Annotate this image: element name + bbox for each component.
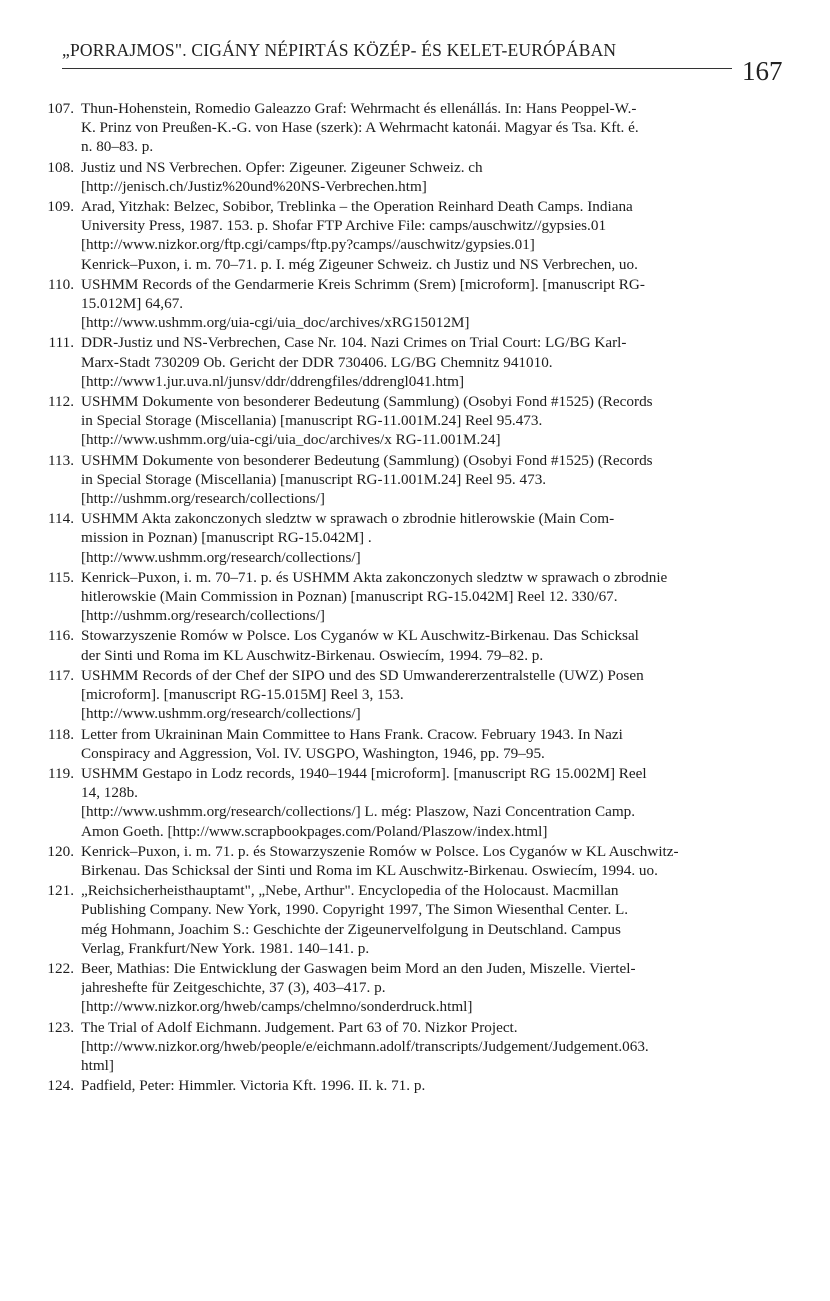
endnote-item: [26, 842, 800, 880]
endnote-line: in Special Storage (Miscellania) [manuscript RG-11.001M.24] Reel 95. 473.: [81, 470, 547, 488]
endnote-line: [http://www.nizkor.org/hweb/people/e/eichmann.adolf/transcripts/Judgement/Judgement.063.: [81, 1037, 649, 1055]
endnote-line: jahreshefte für Zeitgeschichte, 37 (3), 403–417. p.: [81, 979, 386, 997]
endnote-item: [26, 1076, 800, 1095]
endnote-text: [74, 1076, 800, 1095]
endnote-line: Amon Goeth. [http://www.scrapbookpages.com/Poland/Plaszow/index.html]: [81, 822, 548, 840]
endnote-text: [74, 333, 800, 391]
endnote-number: 118.: [47, 725, 74, 743]
endnote-text: [74, 392, 800, 450]
endnote-item: [26, 959, 800, 1017]
endnote-line: „Reichsicherheisthauptamt", „Nebe, Arthur". Encyclopedia of the Holocaust. Macmillan: [81, 882, 619, 900]
endnote-line: Kenrick–Puxon, i. m. 70–71. p. és USHMM Akta zakonczonych sledztw w sprawach o zbrodnie: [81, 568, 668, 586]
endnote-item: [26, 509, 800, 567]
endnote-line: [http://www.ushmm.org/research/collections/] L. még: Plaszow, Nazi Concentration Camp.: [81, 803, 636, 821]
endnote-number: 120.: [47, 842, 74, 860]
endnote-text: [74, 158, 800, 196]
endnote-number: 117.: [47, 666, 74, 684]
endnote-number: 119.: [47, 764, 74, 782]
endnote-text: [74, 1018, 800, 1076]
page-number: 167: [742, 56, 783, 86]
endnote-line: USHMM Dokumente von besonderer Bedeutung (Sammlung) (Osobyi Fond #1525) (Records: [81, 393, 653, 411]
endnote-line: [http://ushmm.org/research/collections/]: [81, 490, 325, 508]
endnote-line: Justiz und NS Verbrechen. Opfer: Zigeuner. Zigeuner Schweiz. ch: [81, 158, 483, 176]
endnote-line: USHMM Gestapo in Lodz records, 1940–1944 [microform]. [manuscript RG 15.002M] Reel: [81, 764, 647, 782]
endnote-text: [74, 725, 800, 763]
endnote-line: Publishing Company. New York, 1990. Copyright 1997, The Simon Wiesenthal Center. L.: [81, 901, 629, 919]
endnote-text: [74, 509, 800, 567]
endnote-line: 15.012M] 64,67.: [81, 295, 184, 313]
endnote-item: [26, 568, 800, 626]
endnote-item: [26, 451, 800, 509]
endnote-line: [http://ushmm.org/research/collections/]: [81, 607, 325, 625]
endnote-line: [http://www.ushmm.org/research/collections/]: [81, 705, 361, 723]
endnote-line: Kenrick–Puxon, i. m. 70–71. p. I. még Zigeuner Schweiz. ch Justiz und NS Verbrechen, uo.: [81, 255, 638, 273]
endnote-line: Stowarzyszenie Romów w Polsce. Los Cyganów w KL Auschwitz-Birkenau. Das Schicksal: [81, 627, 639, 645]
endnote-item: [26, 158, 800, 196]
endnote-line: The Trial of Adolf Eichmann. Judgement. Part 63 of 70. Nizkor Project.: [81, 1018, 518, 1036]
endnote-line: Verlag, Frankfurt/New York. 1981. 140–141. p.: [81, 939, 370, 957]
endnote-text: [74, 275, 800, 333]
endnote-line: in Special Storage (Miscellania) [manuscript RG-11.001M.24] Reel 95.473.: [81, 412, 543, 430]
endnote-item: [26, 725, 800, 763]
endnote-item: [26, 392, 800, 450]
endnote-line: [microform]. [manuscript RG-15.015M] Reel 3, 153.: [81, 686, 404, 704]
endnote-item: [26, 666, 800, 724]
endnote-line: Kenrick–Puxon, i. m. 71. p. és Stowarzyszenie Romów w Polsce. Los Cyganów w KL Auschwitz-: [81, 842, 679, 860]
endnote-line: [http://www.ushmm.org/uia-cgi/uia_doc/archives/x RG-11.001M.24]: [81, 431, 501, 449]
header-rule: [62, 68, 732, 69]
endnote-text: [74, 842, 800, 880]
endnote-item: [26, 1018, 800, 1076]
running-title: „PORRAJMOS". CIGÁNY NÉPIRTÁS KÖZÉP- ÉS KELET-EURÓPÁBAN: [62, 40, 617, 60]
endnote-text: [74, 959, 800, 1017]
endnote-line: hitlerowskie (Main Commission in Poznan) [manuscript RG-15.042M] Reel 12. 330/67.: [81, 588, 618, 606]
endnote-number: 124.: [47, 1077, 74, 1095]
endnote-text: [74, 881, 800, 958]
endnote-line: mission in Poznan) [manuscript RG-15.042M] .: [81, 529, 372, 547]
endnote-text: [74, 451, 800, 509]
endnote-line: Arad, Yitzhak: Belzec, Sobibor, Treblinka – the Operation Reinhard Death Camps. Indiana: [81, 198, 633, 216]
endnote-number: 112.: [47, 393, 74, 411]
endnote-line: Birkenau. Das Schicksal der Sinti und Roma im KL Auschwitz-Birkenau. Oswiecím, 1994. uo.: [81, 861, 658, 879]
endnote-number: 107.: [47, 100, 74, 117]
endnote-item: [26, 333, 800, 391]
endnote-number: 121.: [47, 882, 74, 900]
endnote-line: K. Prinz von Preußen-K.-G. von Hase (szerk): A Wehrmacht katonái. Magyar és Tsa. Kft. é.: [81, 119, 639, 137]
endnote-number: 122.: [47, 959, 74, 977]
endnote-text: [74, 764, 800, 841]
endnote-number: 123.: [47, 1018, 74, 1036]
endnote-line: [http://www.nizkor.org/hweb/camps/chelmno/sonderdruck.html]: [81, 998, 473, 1016]
endnote-text: [74, 568, 800, 626]
endnote-text: [74, 666, 800, 724]
endnote-number: 114.: [47, 510, 74, 528]
endnote-line: Thun-Hohenstein, Romedio Galeazzo Graf: Wehrmacht és ellenállás. In: Hans Peoppel-W.-: [81, 100, 637, 117]
endnote-line: University Press, 1987. 153. p. Shofar FTP Archive File: camps/auschwitz//gypsies.01: [81, 217, 607, 235]
endnote-line: [http://jenisch.ch/Justiz%20und%20NS-Verbrechen.htm]: [81, 177, 427, 195]
endnote-line: Beer, Mathias: Die Entwicklung der Gaswagen beim Mord an den Juden, Miszelle. Viertel-: [81, 959, 636, 977]
endnote-line: DDR-Justiz und NS-Verbrechen, Case Nr. 104. Nazi Crimes on Trial Court: LG/BG Karl-: [81, 334, 627, 352]
endnote-number: 113.: [47, 451, 74, 469]
endnote-item: [26, 764, 800, 841]
endnote-line: n. 80–83. p.: [81, 138, 154, 156]
endnote-line: [http://www.ushmm.org/research/collections/]: [81, 548, 361, 566]
endnote-line: Letter from Ukraininan Main Committee to Hans Frank. Cracow. February 1943. In Nazi: [81, 725, 623, 743]
endnotes-list: [26, 99, 800, 1096]
endnote-number: 115.: [47, 568, 74, 586]
endnote-line: der Sinti und Roma im KL Auschwitz-Birkenau. Oswiecím, 1994. 79–82. p.: [81, 646, 544, 664]
endnote-text: [74, 626, 800, 664]
endnote-line: html]: [81, 1056, 114, 1074]
endnote-item: [26, 881, 800, 958]
endnote-line: Marx-Stadt 730209 Ob. Gericht der DDR 730406. LG/BG Chemnitz 941010.: [81, 353, 553, 371]
endnote-line: még Hohmann, Joachim S.: Geschichte der Zigeunervelfolgung in Deutschland. Campus: [81, 920, 621, 938]
endnote-text: [74, 99, 800, 157]
endnote-text: [74, 197, 800, 274]
endnote-line: [http://www1.jur.uva.nl/junsv/ddr/ddrengfiles/ddrengl041.htm]: [81, 372, 465, 390]
endnote-number: 108.: [47, 158, 74, 176]
endnote-line: Padfield, Peter: Himmler. Victoria Kft. 1996. II. k. 71. p.: [81, 1077, 426, 1095]
endnote-line: 14, 128b.: [81, 784, 138, 802]
endnote-number: 110.: [47, 275, 74, 293]
endnote-line: USHMM Records of the Gendarmerie Kreis Schrimm (Srem) [microform]. [manuscript RG-: [81, 275, 645, 293]
endnote-line: Conspiracy and Aggression, Vol. IV. USGPO, Washington, 1946, pp. 79–95.: [81, 744, 545, 762]
endnote-line: [http://www.nizkor.org/ftp.cgi/camps/ftp.py?camps//auschwitz/gypsies.01]: [81, 236, 535, 254]
endnote-line: [http://www.ushmm.org/uia-cgi/uia_doc/archives/xRG15012M]: [81, 314, 470, 332]
endnote-line: USHMM Records of der Chef der SIPO und des SD Umwandererzentralstelle (UWZ) Posen: [81, 666, 644, 684]
endnote-number: 111.: [48, 334, 74, 352]
endnote-item: [26, 99, 800, 157]
endnote-item: [26, 275, 800, 333]
endnote-item: [26, 626, 800, 664]
endnote-number: 109.: [47, 198, 74, 216]
endnote-line: USHMM Dokumente von besonderer Bedeutung (Sammlung) (Osobyi Fond #1525) (Records: [81, 451, 653, 469]
endnote-item: [26, 197, 800, 274]
endnote-line: USHMM Akta zakonczonych sledztw w sprawach o zbrodnie hitlerowskie (Main Com-: [81, 510, 615, 528]
endnote-number: 116.: [47, 627, 74, 645]
